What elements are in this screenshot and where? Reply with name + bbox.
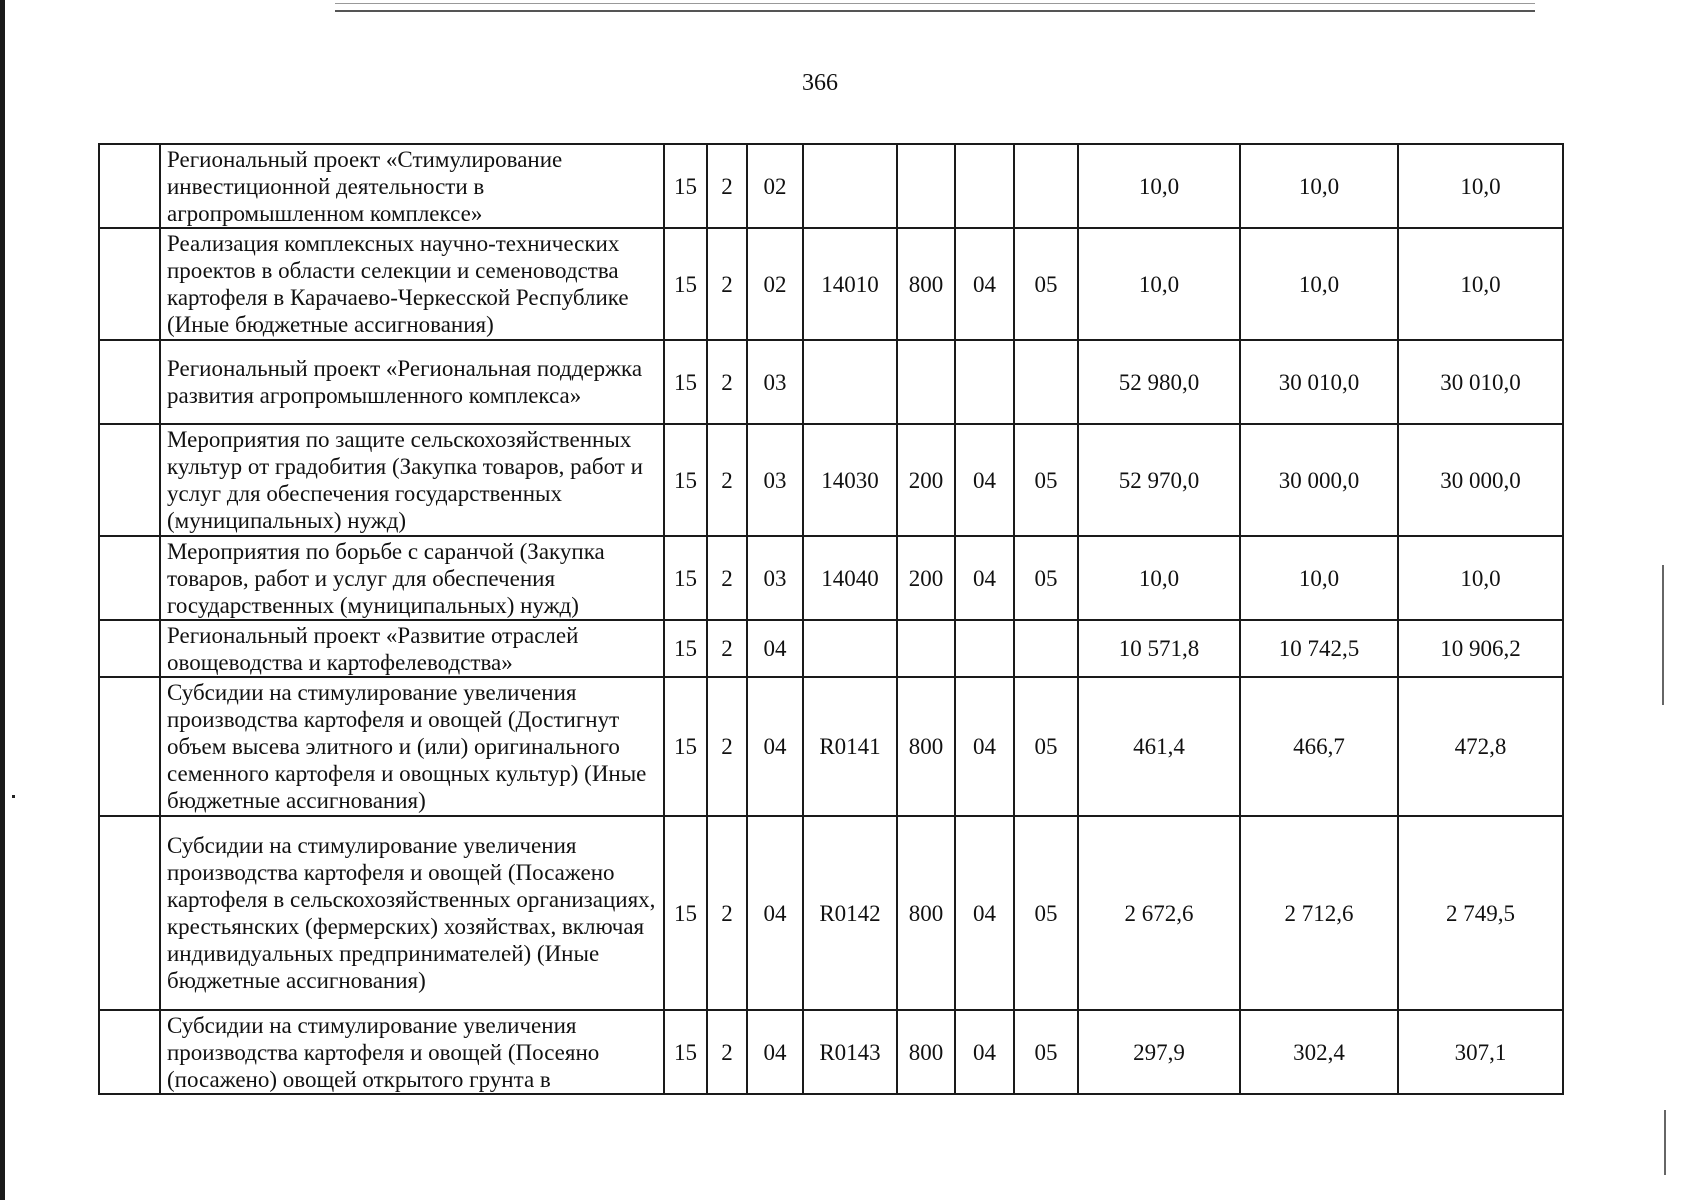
cell-c2: 2	[707, 424, 747, 536]
cell-c6	[955, 144, 1014, 228]
cell-c3: 04	[747, 1010, 803, 1094]
cell-c5: 200	[897, 424, 955, 536]
cell-c7: 05	[1014, 816, 1078, 1010]
cell-c4	[803, 144, 897, 228]
cell-v2: 30 010,0	[1240, 340, 1398, 424]
cell-v2: 10,0	[1240, 536, 1398, 620]
cell-v3: 10,0	[1398, 228, 1563, 340]
cell-v3: 10,0	[1398, 144, 1563, 228]
top-rule	[335, 10, 1535, 12]
cell-c6: 04	[955, 424, 1014, 536]
cell-c3: 04	[747, 677, 803, 816]
scan-edge-left	[0, 0, 5, 1200]
cell-c5: 800	[897, 816, 955, 1010]
cell-v3: 472,8	[1398, 677, 1563, 816]
cell-v1: 10,0	[1078, 228, 1240, 340]
cell-v2: 466,7	[1240, 677, 1398, 816]
cell-c1: 15	[664, 228, 707, 340]
cell-c5	[897, 144, 955, 228]
cell-c4: R0143	[803, 1010, 897, 1094]
cell-v1: 461,4	[1078, 677, 1240, 816]
cell-v3: 30 000,0	[1398, 424, 1563, 536]
cell-c2: 2	[707, 816, 747, 1010]
cell-v2: 10,0	[1240, 144, 1398, 228]
row-name: Субсидии на стимулирование увеличения производства картофеля и овощей (Посажено картофеля в сельскохозяйственных организациях, крестьянских (фермерских) хозяйствах, включая индивидуальных предпринимателей) (Иные бюджетные ассигнования)	[160, 816, 664, 1010]
cell-c6: 04	[955, 677, 1014, 816]
cell-c6: 04	[955, 536, 1014, 620]
cell-v3: 10 906,2	[1398, 620, 1563, 677]
cell-v1: 10,0	[1078, 536, 1240, 620]
cell-c1: 15	[664, 677, 707, 816]
cell-v3: 2 749,5	[1398, 816, 1563, 1010]
cell-c7	[1014, 620, 1078, 677]
row-index-cell	[99, 340, 160, 424]
row-index-cell	[99, 536, 160, 620]
cell-c5: 800	[897, 677, 955, 816]
cell-v1: 2 672,6	[1078, 816, 1240, 1010]
cell-c4: 14030	[803, 424, 897, 536]
row-name: Региональный проект «Стимулирование инвестиционной деятельности в агропромышленном комплексе»	[160, 144, 664, 228]
cell-c1: 15	[664, 620, 707, 677]
cell-c7: 05	[1014, 228, 1078, 340]
cell-c2: 2	[707, 677, 747, 816]
cell-c7	[1014, 340, 1078, 424]
row-name: Мероприятия по борьбе с саранчой (Закупка товаров, работ и услуг для обеспечения государственных (муниципальных) нужд)	[160, 536, 664, 620]
top-rule-thin	[335, 3, 1535, 4]
cell-c2: 2	[707, 1010, 747, 1094]
cell-c4: 14010	[803, 228, 897, 340]
cell-c1: 15	[664, 816, 707, 1010]
cell-c3: 04	[747, 620, 803, 677]
cell-c6: 04	[955, 228, 1014, 340]
cell-c5: 800	[897, 228, 955, 340]
cell-c6: 04	[955, 816, 1014, 1010]
cell-c1: 15	[664, 144, 707, 228]
cell-c6	[955, 340, 1014, 424]
row-name: Региональный проект «Развитие отраслей овощеводства и картофелеводства»	[160, 620, 664, 677]
table-row	[99, 816, 1563, 1010]
cell-c2: 2	[707, 620, 747, 677]
cell-c3: 04	[747, 816, 803, 1010]
cell-c1: 15	[664, 424, 707, 536]
cell-c6: 04	[955, 1010, 1014, 1094]
cell-c2: 2	[707, 536, 747, 620]
cell-c3: 02	[747, 228, 803, 340]
cell-c6	[955, 620, 1014, 677]
cell-c4	[803, 620, 897, 677]
cell-v1: 297,9	[1078, 1010, 1240, 1094]
scan-margin-mark-lower	[1664, 1110, 1666, 1175]
cell-c4: R0141	[803, 677, 897, 816]
cell-c2: 2	[707, 228, 747, 340]
row-index-cell	[99, 424, 160, 536]
cell-c3: 03	[747, 536, 803, 620]
cell-c4	[803, 340, 897, 424]
cell-c1: 15	[664, 1010, 707, 1094]
row-index-cell	[99, 228, 160, 340]
table-row	[99, 536, 1563, 620]
row-name: Субсидии на стимулирование увеличения производства картофеля и овощей (Посеяно (посажено) овощей открытого грунта в	[160, 1010, 664, 1094]
cell-v2: 2 712,6	[1240, 816, 1398, 1010]
cell-c7: 05	[1014, 677, 1078, 816]
table-row	[99, 340, 1563, 424]
cell-c4: 14040	[803, 536, 897, 620]
cell-c3: 03	[747, 424, 803, 536]
cell-c7: 05	[1014, 1010, 1078, 1094]
cell-c5	[897, 620, 955, 677]
cell-v2: 302,4	[1240, 1010, 1398, 1094]
budget-table	[98, 143, 1564, 1095]
row-index-cell	[99, 620, 160, 677]
cell-v2: 10,0	[1240, 228, 1398, 340]
cell-c2: 2	[707, 340, 747, 424]
row-index-cell	[99, 816, 160, 1010]
row-index-cell	[99, 1010, 160, 1094]
cell-c7: 05	[1014, 424, 1078, 536]
cell-c5: 800	[897, 1010, 955, 1094]
row-name: Региональный проект «Региональная поддержка развития агропромышленного комплекса»	[160, 340, 664, 424]
cell-v2: 30 000,0	[1240, 424, 1398, 536]
row-index-cell	[99, 144, 160, 228]
cell-c1: 15	[664, 340, 707, 424]
scan-speck	[12, 795, 15, 798]
table-row	[99, 144, 1563, 228]
cell-v3: 307,1	[1398, 1010, 1563, 1094]
cell-c3: 03	[747, 340, 803, 424]
cell-c4: R0142	[803, 816, 897, 1010]
row-index-cell	[99, 677, 160, 816]
table-row	[99, 228, 1563, 340]
cell-v1: 52 970,0	[1078, 424, 1240, 536]
page-number: 366	[802, 70, 838, 96]
cell-c7	[1014, 144, 1078, 228]
cell-v1: 10,0	[1078, 144, 1240, 228]
table-row	[99, 620, 1563, 677]
cell-c5	[897, 340, 955, 424]
scan-margin-mark	[1662, 565, 1664, 705]
row-name: Реализация комплексных научно-технических проектов в области селекции и семеноводства картофеля в Карачаево-Черкесской Республике (Иные бюджетные ассигнования)	[160, 228, 664, 340]
cell-v1: 52 980,0	[1078, 340, 1240, 424]
cell-v2: 10 742,5	[1240, 620, 1398, 677]
cell-v3: 30 010,0	[1398, 340, 1563, 424]
row-name: Субсидии на стимулирование увеличения производства картофеля и овощей (Достигнут объем высева элитного и (или) оригинального семенного картофеля и овощных культур) (Иные бюджетные ассигнования)	[160, 677, 664, 816]
cell-c7: 05	[1014, 536, 1078, 620]
table-row	[99, 677, 1563, 816]
table-row	[99, 424, 1563, 536]
cell-c5: 200	[897, 536, 955, 620]
cell-v3: 10,0	[1398, 536, 1563, 620]
cell-c2: 2	[707, 144, 747, 228]
cell-v1: 10 571,8	[1078, 620, 1240, 677]
cell-c1: 15	[664, 536, 707, 620]
cell-c3: 02	[747, 144, 803, 228]
table-row	[99, 1010, 1563, 1094]
row-name: Мероприятия по защите сельскохозяйственных культур от градобития (Закупка товаров, работ и услуг для обеспечения государственных (муниципальных) нужд)	[160, 424, 664, 536]
